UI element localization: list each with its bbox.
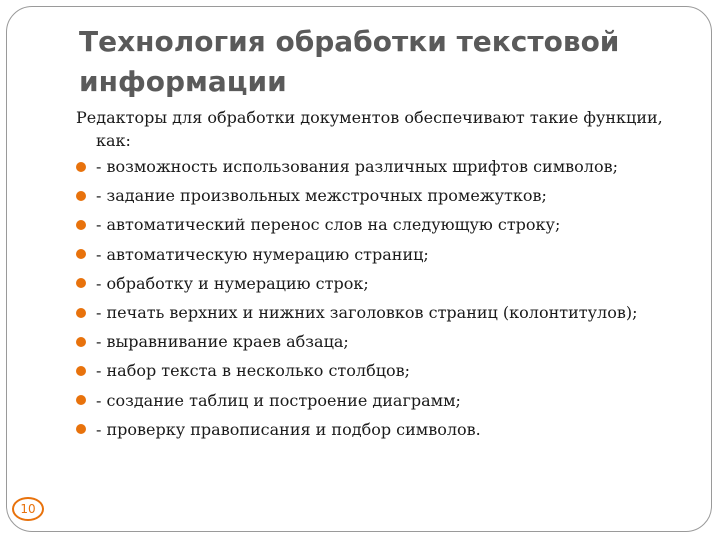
list-item-text: - задание произвольных межстрочных промежутков; bbox=[96, 186, 547, 206]
bullet-dot-icon bbox=[76, 366, 86, 376]
bullet-dot-icon bbox=[76, 278, 86, 288]
list-item-text: - обработку и нумерацию строк; bbox=[96, 273, 369, 293]
list-item bbox=[76, 240, 696, 269]
list-item bbox=[76, 327, 696, 356]
bullet-dot-icon bbox=[76, 337, 86, 347]
list-item-text: - создание таблиц и построение диаграмм; bbox=[96, 390, 461, 410]
bullet-dot-icon bbox=[76, 220, 86, 230]
list-item bbox=[76, 386, 696, 415]
list-item bbox=[76, 298, 696, 327]
bullet-dot-icon bbox=[76, 424, 86, 434]
list-item bbox=[76, 152, 696, 181]
slide-content bbox=[76, 106, 696, 444]
bullet-list bbox=[76, 152, 696, 444]
list-item-text: - автоматическую нумерацию страниц; bbox=[96, 244, 429, 264]
list-item bbox=[76, 356, 696, 385]
list-item-text: - выравнивание краев абзаца; bbox=[96, 332, 349, 352]
bullet-dot-icon bbox=[76, 249, 86, 259]
bullet-dot-icon bbox=[76, 308, 86, 318]
list-item bbox=[76, 210, 696, 239]
list-item-text: - набор текста в несколько столбцов; bbox=[96, 361, 411, 381]
list-item-text: - автоматический перенос слов на следующую строку; bbox=[96, 215, 561, 235]
list-item-text: - печать верхних и нижних заголовков страниц (колонтитулов); bbox=[96, 303, 638, 323]
slide-title: Технология обработки текстовой информации bbox=[79, 25, 620, 98]
list-item bbox=[76, 415, 696, 444]
bullet-dot-icon bbox=[76, 395, 86, 405]
intro-text: Редакторы для обработки документов обеспечивают такие функции, как: bbox=[76, 108, 663, 150]
list-item-text: - возможность использования различных шрифтов символов; bbox=[96, 157, 618, 176]
list-item bbox=[76, 181, 696, 210]
page-number-badge: 10 bbox=[12, 497, 44, 521]
bullet-dot-icon bbox=[76, 191, 86, 201]
bullet-dot-icon bbox=[76, 162, 86, 172]
list-item bbox=[76, 269, 696, 298]
list-item-text: - проверку правописания и подбор символов. bbox=[96, 419, 481, 439]
